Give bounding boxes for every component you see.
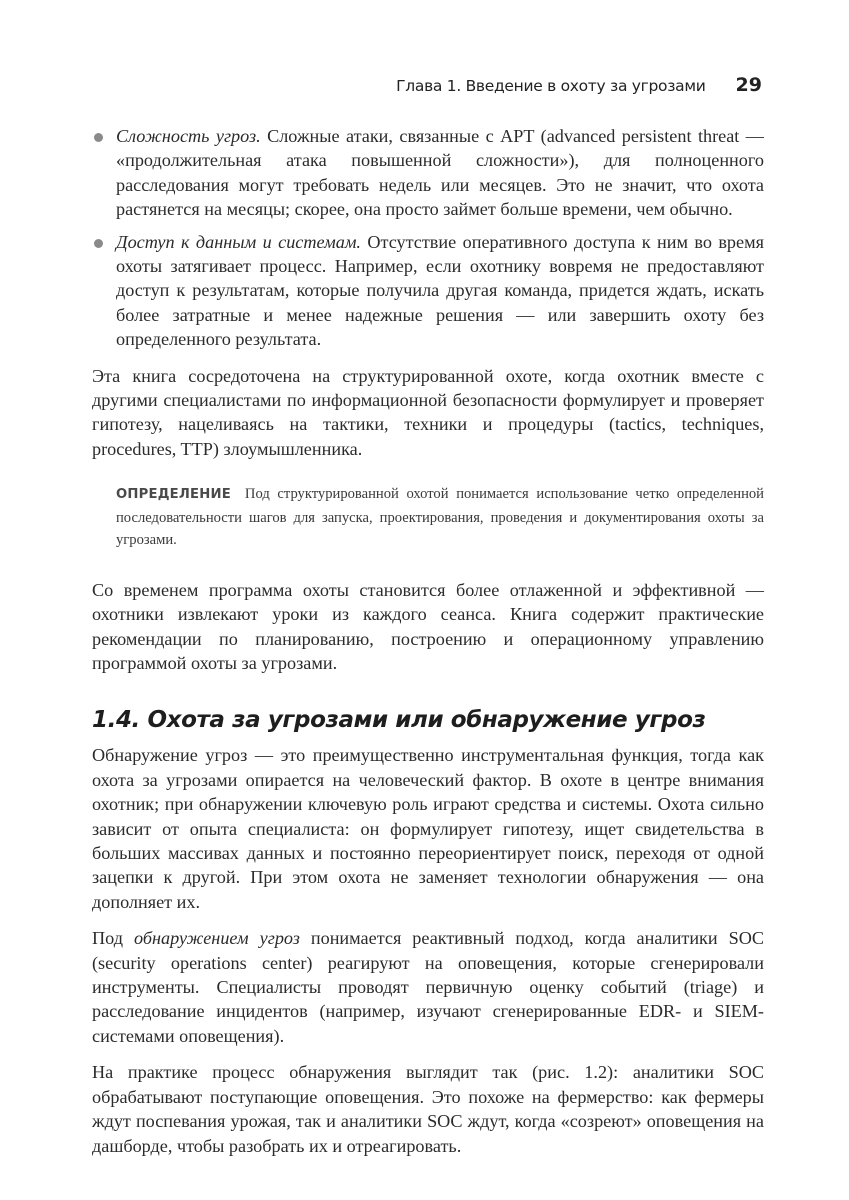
- emphasis-term: обнаружением угроз: [133, 928, 300, 949]
- bullet-dot-icon: [94, 239, 103, 248]
- bullet-term: Доступ к данным и системам.: [116, 231, 361, 252]
- text-run: понимается реактивный подход, когда аналитики SOC (security operations center) реагируют на оповещения, которые сгенерировали инструменты. Специалисты проводят первичную оценку событий (triage) и расследование инцидентов (например, изучают сгенерированные EDR- и SIEM-системами оповещения).: [92, 928, 764, 1046]
- chapter-title: Глава 1. Введение в охоту за угрозами: [396, 77, 706, 95]
- list-item: [92, 230, 764, 352]
- bullet-text: Сложные атаки, связанные с APT (advanced persistent threat — «продолжительная атака повышенной сложности»), для полноценного расследования могут требовать недель или месяцев. Это не значит, что охота растянется на месяцы; скорее, она просто займет больше времени, чем обычно.: [116, 126, 764, 220]
- running-header: [396, 74, 762, 96]
- page-body: [92, 124, 764, 1158]
- bullet-list: [92, 124, 764, 352]
- section-heading: 1.4. Охота за угрозами или обнаружение угроз: [92, 707, 706, 734]
- paragraph-detection-vs-hunting: Обнаружение угроз — это преимущественно инструментальная функция, тогда как охота за угрозами опирается на человеческий фактор. В охоте в центре внимания охотник; при обнаружении ключевую роль играют средства и системы. Охота сильно зависит от опыта специалиста: он формулирует гипотезу, ищет свидетельства в больших массивах данных и постоянно переориентирует поиск, переходя от одной зацепки к другой. При этом охота не заменяет технологии обнаружения — она дополняет их.: [92, 745, 764, 912]
- definition-label: ОПРЕДЕЛЕНИЕ: [116, 487, 231, 503]
- paragraph-detection-definition: [92, 926, 764, 1048]
- definition-text: Под структурированной охотой понимается использование четко определенной последовательности шагов для запуска, проектирования, проведения и документирования охоты за угрозами.: [116, 486, 764, 549]
- paragraph-structured-hunting: Эта книга сосредоточена на структурированной охоте, когда охотник вместе с другими специалистами по информационной безопасности формулирует и проверяет гипотезу, нацеливаясь на тактики, техники и процедуры (tactics, techniques, procedures, TTP) злоумышленника.: [92, 365, 764, 459]
- list-item: [92, 124, 764, 222]
- paragraph-detection-practice: На практике процесс обнаружения выглядит так (рис. 1.2): аналитики SOC обрабатывают поступающие оповещения. Это похоже на фермерство: как фермеры ждут поспевания урожая, так и аналитики SOC ждут, когда «созреют» оповещения на дашборде, чтобы разобрать их и отреагировать.: [92, 1062, 764, 1156]
- bullet-term: Сложность угроз.: [116, 126, 261, 146]
- paragraph-program-evolution: Со временем программа охоты становится более отлаженной и эффективной — охотники извлекают уроки из каждого сеанса. Книга содержит практические рекомендации по планированию, построению и операционному управлению программой охоты за угрозами.: [92, 579, 764, 673]
- definition-box: [116, 483, 764, 552]
- bullet-dot-icon: [94, 133, 103, 142]
- page-number: 29: [735, 74, 762, 96]
- bullet-text: Отсутствие оперативного доступа к ним во время охоты затягивает процесс. Например, если охотнику вовремя не предоставляют доступ к результатам, которые получила другая команда, придется ждать, искать более затратные и менее надежные решения — или завершить охоту без определенного результата.: [116, 231, 764, 350]
- text-run: Под: [92, 928, 134, 949]
